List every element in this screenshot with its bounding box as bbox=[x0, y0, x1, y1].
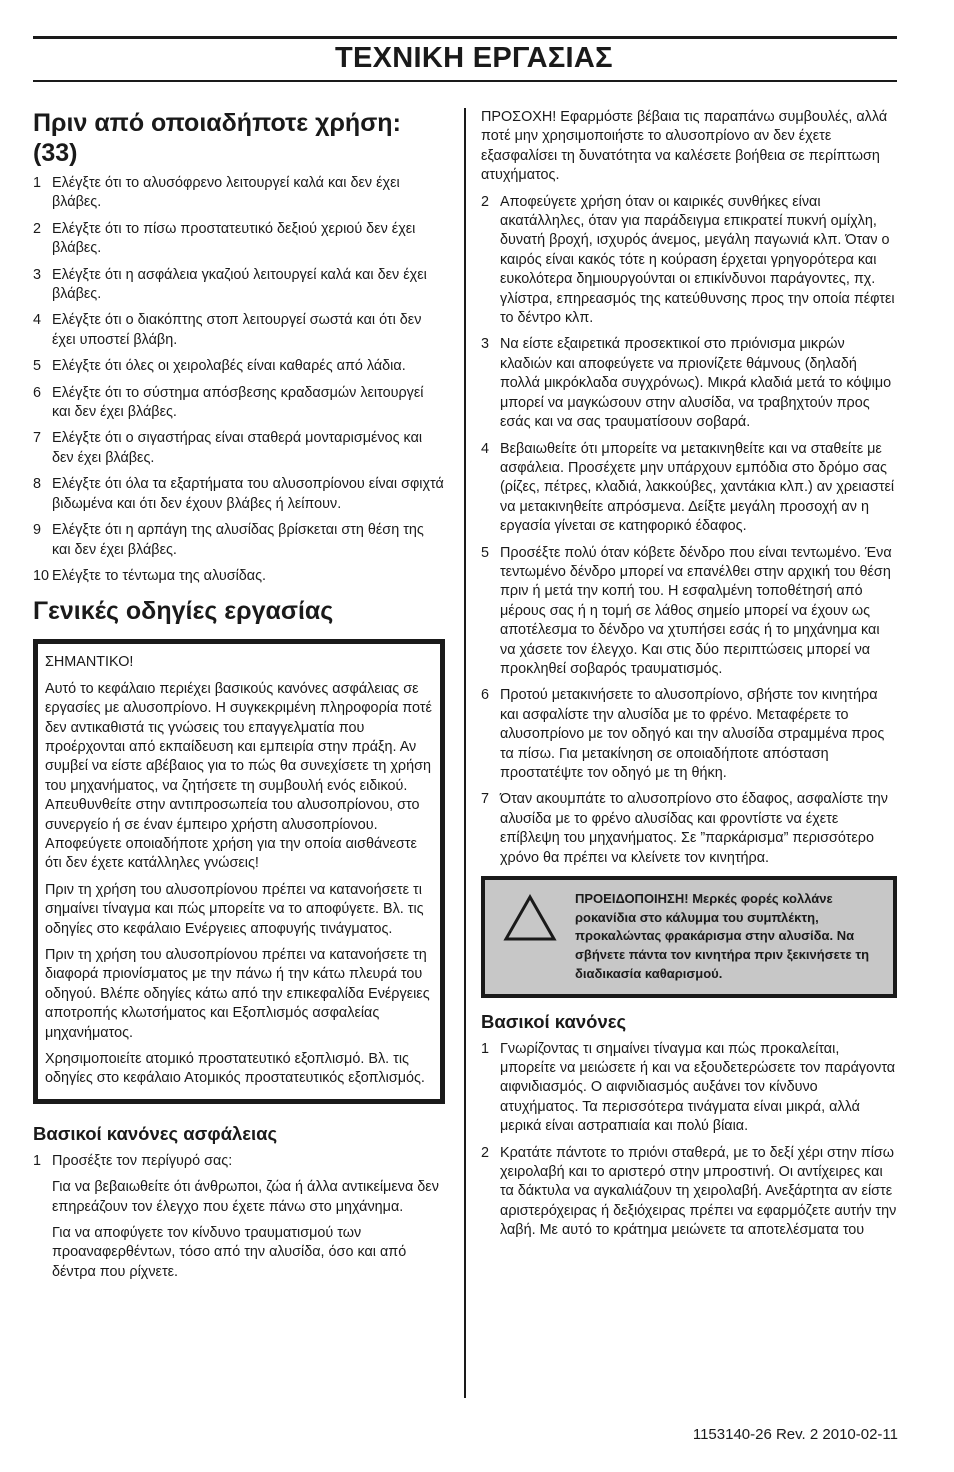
list-item-number: 1 bbox=[33, 1152, 42, 1169]
list-item bbox=[481, 193, 897, 329]
caution-paragraph: ΠΡΟΣΟΧΗ! Εφαρμόστε βέβαια τις παραπάνω συμβουλές, αλλά ποτέ μην χρησιμοποιήστε το αλυσοπρίονο αν δεν έχετε εξασφαλίσει τη δυνατότητα να καλέσετε βοήθεια σε περίπτωση ατυχήματος. bbox=[481, 109, 888, 184]
list-item-number: 2 bbox=[481, 1144, 490, 1161]
list-item bbox=[481, 544, 897, 680]
notice-paragraph: Αυτό το κεφάλαιο περιέχει βασικούς κανόνες ασφάλειας σε εργασίες με αλυσοπρίονο. Η συγκεκριμένη πληροφορία ποτέ δεν αντικαθιστά τις γνώσεις του επαγγελματία που προέρχονται από εκπαίδευση και εμπειρία στην πράξη. Αν συμβεί να είστε αβέβαιος για το πώς θα συνεχίσετε τη χρήση του μηχανήματος, να ζητήσετε τη συμβουλή ενός ειδικού. Απευθυνθείτε στην αντιπροσωπεία του αλυσοπρίονου, στο συνεργείο ή σε έναν έμπειρο χρήστη αλυσοπρίονου. Αποφεύγετε οποιαδήποτε χρήση για την οποία αισθάνεστε ότι δεν έχετε κατάλληλες γνώσεις! bbox=[45, 680, 432, 872]
list-item-paragraph: Για να αποφύγετε τον κίνδυνο τραυματισμού των προαναφερθέντων, τόσο από την αλυσίδα, όσο και από δέντρα που ρίχνετε. bbox=[52, 1225, 407, 1280]
header-bottom-rule bbox=[33, 80, 897, 82]
list-item-number: 1 bbox=[481, 1040, 490, 1057]
right-column bbox=[481, 108, 897, 1248]
list-item-paragraph: Για να βεβαιωθείτε ότι άνθρωποι, ζώα ή άλλα αντικείμενα δεν επηρεάζουν τον έλεγχο που έχετε πάνω στο μηχάνημα. bbox=[52, 1179, 439, 1215]
list-item bbox=[33, 475, 445, 514]
list-item-text: Ελέγξτε ότι ο διακόπτης στοπ λειτουργεί σωστά και ότι δεν έχει υποστεί βλάβη. bbox=[52, 312, 422, 348]
list-item-number: 3 bbox=[481, 336, 490, 353]
list-item-text: Βεβαιωθείτε ότι μπορείτε να μετακινηθείτε και να σταθείτε με ασφάλεια. Προσέχετε μην υπάρχουν εμπόδια στο δρόμο σας (ρίζες, πέτρες, κλαδιά, λακκούβες, χαντάκια κλπ.) αν χρειαστεί να μετακινηθείτε απρόσμενα. Δείξτε μεγάλη προσοχή αν η εργασία γίνεται σε κατηφορικό έδαφος. bbox=[500, 440, 895, 535]
list-item bbox=[481, 686, 897, 783]
list-item-number: 8 bbox=[33, 476, 42, 493]
list-item bbox=[33, 311, 445, 350]
basic-rules-list bbox=[481, 1040, 897, 1241]
list-item-number: 9 bbox=[33, 522, 42, 539]
list-item-number: 4 bbox=[33, 312, 42, 329]
list-item bbox=[33, 521, 445, 560]
warning-text: ΠΡΟΕΙΔΟΠΟΙΗΣΗ! Μερκές φορές κολλάνε ροκανίδια στο κάλυμμα του συμπλέκτη, προκαλώντας φρακάρισμα στην αλυσίδα. Να σβήνετε πάντα τον κινητήρα πριν ξεκινήσετε τη διαδικασία καθαρισμού. bbox=[575, 891, 870, 981]
list-item-text: Να είστε εξαιρετικά προσεκτικοί στο πριόνισμα μικρών κλαδιών και αποφεύγετε να πριονίζετε θάμνους (δηλαδή πολλά μικρόκλαδα συγχρόνως). Μικρά κλαδιά μετά το κόψιμο μπορεί να μαγκώσουν στην αλυσίδα, να τραβηχτούν προς εσάς και να σας τραυματίσουν σοβαρά. bbox=[500, 336, 892, 431]
subheading-basic-safety-rules: Βασικοί κανόνες ασφάλειας bbox=[33, 1122, 278, 1144]
list-item bbox=[481, 440, 897, 537]
list-item-number: 2 bbox=[481, 193, 490, 210]
list-item-number: 6 bbox=[481, 687, 490, 704]
list-item bbox=[33, 266, 445, 305]
list-item-text: Ελέγξτε το τέντωμα της αλυσίδας. bbox=[52, 567, 267, 584]
list-item-number: 4 bbox=[481, 440, 490, 457]
list-item bbox=[33, 357, 445, 376]
list-item-text: Προσέξτε πολύ όταν κόβετε δένδρο που είναι τεντωμένο. Ένα τεντωμένο δένδρο μπορεί να επανέλθει στην αρχική του θέση πριν ή μετά την κοπή του. Η εσφαλμένη τοποθέτησή από μέρους σας ή η τομή σε λάθος σημείο μπορεί να έχουν ως αποτέλεσμα το δένδρο να χτυπήσει εσάς ή το μηχάνημα και να χάσετε τον έλεγχο. Και στις δύο περιπτώσεις μπορεί να προκληθεί σοβαρός τραυματισμός. bbox=[500, 544, 892, 677]
list-item-text: Προσέξτε τον περίγυρό σας: bbox=[52, 1152, 233, 1169]
list-item-text: Ελέγξτε ότι το αλυσόφρενο λειτουργεί καλά και δεν έχει βλάβες. bbox=[52, 175, 400, 211]
general-instructions-list bbox=[481, 193, 897, 868]
important-notice-box bbox=[33, 639, 445, 1104]
list-item-number: 7 bbox=[33, 430, 42, 447]
list-item bbox=[33, 429, 445, 468]
list-item-text: Κρατάτε πάντοτε το πριόνι σταθερά, με το δεξί χέρι στην πίσω χειρολαβή και το αριστερό στην μπροστινή. Οι αντίχειρες και τα δάκτυλα να αγκαλιάζουν τη χειρολαβή. Ανεξάρτητα αν είστε αριστερόχειρας ή δεξιόχειρας πρέπει να εφαρμόζετε αυτήν την λαβή. Με αυτό το κράτημα μειώνετε τα αποτελέσματα του bbox=[500, 1144, 897, 1239]
notice-paragraph: Πριν τη χρήση του αλυσοπρίονου πρέπει να κατανοήσετε τη διαφορά πριονίσματος με την πάνω ή την κάτω πλευρά του οδηγού. Βλέπε οδηγίες κάτω από την επικεφαλίδα Ενέργειες αποτροπής κλωτσήματος και Εξοπλισμός ασφαλείας μηχανήματος. bbox=[45, 947, 430, 1041]
notice-paragraph: Χρησιμοποιείτε ατομικό προστατευτικό εξοπλισμό. Βλ. τις οδηγίες στο κεφάλαιο Ατομικός προστατευτικός εξοπλισμός. bbox=[45, 1051, 425, 1087]
list-item bbox=[33, 1152, 445, 1171]
page-title: ΤΕΧΝΙΚΗ ΕΡΓΑΣΙΑΣ bbox=[335, 42, 613, 74]
list-item-number: 7 bbox=[481, 791, 490, 808]
list-item-text: Ελέγξτε ότι όλα τα εξαρτήματα του αλυσοπρίονου είναι σφιχτά βιδωμένα και ότι δεν έχουν βλάβες ή λείπουν. bbox=[52, 476, 444, 512]
list-item-text: Ελέγξτε ότι το σύστημα απόσβεσης κραδασμών λειτουργεί και δεν έχει βλάβες. bbox=[52, 384, 424, 421]
section-heading-general-instructions: Γενικές οδηγίες εργασίας bbox=[33, 597, 334, 626]
list-item bbox=[33, 384, 445, 423]
list-item bbox=[481, 1040, 897, 1137]
list-item-text: Ελέγξτε ότι ο σιγαστήρας είναι σταθερά μονταρισμένος και δεν έχει βλάβες. bbox=[52, 430, 423, 466]
list-item bbox=[481, 335, 897, 432]
list-item-text: Αποφεύγετε χρήση όταν οι καιρικές συνθήκες είναι ακατάλληλες, όταν για παράδειγμα επικρατεί πυκνή ομίχλη, δυνατή βροχή, ισχυρός άνεμος, μεγάλη παγωνιά κλπ. Όταν ο καιρός είναι κακός τότε η κούραση έρχεται γρηγορότερα και ευκολότερα δημιουργούνται οι επικίνδυνοι παράγοντες, πχ. γλίστρα, επηρεασμός της κατεύθυνσης προς την οποία πέφτει το δέντρο κλπ. bbox=[500, 193, 895, 327]
list-item-text: Ελέγξτε ότι η αρπάγη της αλυσίδας βρίσκεται στη θέση της και δεν έχει βλάβες. bbox=[52, 522, 424, 558]
list-item bbox=[33, 567, 445, 586]
list-item-number: 6 bbox=[33, 384, 42, 401]
header-top-rule bbox=[33, 36, 897, 39]
list-item-number: 5 bbox=[33, 358, 42, 375]
warning-box bbox=[481, 876, 897, 998]
notice-label: ΣΗΜΑΝΤΙΚΟ! bbox=[45, 654, 134, 671]
notice-paragraph: Πριν τη χρήση του αλυσοπρίονου πρέπει να κατανοήσετε τι σημαίνει τίναγμα και πώς μπορείτε να το αποφύγετε. Βλ. τις οδηγίες στο κεφάλαιο Ενέργειες αποφυγής τινάγματος. bbox=[45, 881, 424, 937]
list-item-number: 2 bbox=[33, 220, 42, 237]
left-column bbox=[33, 108, 445, 1289]
list-item-number: 10 bbox=[33, 567, 50, 584]
list-item-text: Γνωρίζοντας τι σημαίνει τίναγμα και πώς προκαλείται, μπορείτε να μειώσετε ή και να εξουδετερώσετε τον παράγοντα αιφνιδιασμός. Ο αιφνιδιασμός αυξάνει τον κίνδυνο ατυχήματος. Τα περισσότερα τινάγματα είναι μικρά, αλλά μερικά είναι αστραπιαία και πολύ βίαια. bbox=[500, 1040, 896, 1135]
section-heading-before-use: Πριν από οποιαδήποτε χρήση: (33) bbox=[33, 109, 401, 167]
list-item bbox=[481, 790, 897, 868]
warning-triangle-icon bbox=[485, 890, 575, 984]
subheading-basic-rules: Βασικοί κανόνες bbox=[481, 1010, 627, 1032]
list-item-text: Ελέγξτε ότι η ασφάλεια γκαζιού λειτουργεί καλά και δεν έχει βλάβες. bbox=[52, 266, 427, 303]
list-item-text: Ελέγξτε ότι το πίσω προστατευτικό δεξιού χεριού δεν έχει βλάβες. bbox=[52, 220, 416, 257]
list-item-number: 3 bbox=[33, 266, 42, 283]
pre-use-checklist bbox=[33, 174, 445, 586]
list-item-text: Προτού μετακινήσετε το αλυσοπρίονο, σβήστε τον κινητήρα και ασφαλίστε την αλυσίδα με το φρένο. Μεταφέρετε το αλυσοπρίονο με τον οδηγό και την αλυσίδα στραμμένα προς τα πίσω. Για μετακίνηση σε οποιαδήποτε απόσταση προστατέψτε τον οδηγό με τη θήκη. bbox=[500, 687, 885, 781]
list-item-number: 1 bbox=[33, 175, 42, 191]
document-reference: 1153140-26 Rev. 2 2010-02-11 bbox=[692, 1426, 898, 1443]
list-item-text: Όταν ακουμπάτε το αλυσοπρίονο στο έδαφος, ασφαλίστε την αλυσίδα με το φρένο αλυσίδας και φροντίστε να έχετε επίβλεψη του μηχανήματος. Σε ”παρκάρισμα” περισσότερο χρόνο θα πρέπει να κλείνετε τον κινητήρα. bbox=[500, 791, 888, 866]
list-item-number: 5 bbox=[481, 544, 490, 561]
list-item bbox=[33, 174, 445, 213]
list-item bbox=[481, 1144, 897, 1241]
list-item bbox=[33, 220, 445, 259]
column-divider bbox=[464, 108, 466, 1398]
list-item-text: Ελέγξτε ότι όλες οι χειρολαβές είναι καθαρές από λάδια. bbox=[52, 358, 406, 375]
